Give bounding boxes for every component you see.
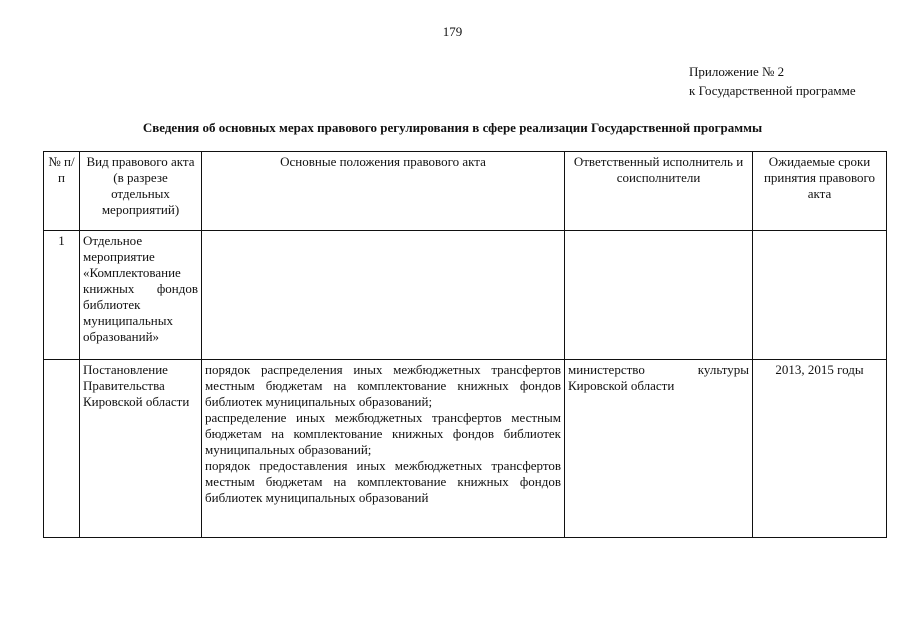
- header-number: № п/п: [44, 152, 80, 231]
- page-number: 179: [442, 24, 463, 39]
- row-provisions: [202, 360, 565, 538]
- header-act-type: Вид правового акта (в разрезе отдельных мероприятий): [80, 152, 202, 231]
- document-title: Сведения об основных мерах правового регулирования в сфере реализации Государственной программы: [142, 120, 763, 135]
- provision-item: порядок предоставления иных межбюджетных трансфертов местным бюджетам на комплектование книжных фондов библиотек муниципальных образований: [205, 458, 561, 505]
- row-act-type: Постановление Правительства Кировской области: [80, 360, 202, 538]
- appendix-line-2: к Государственной программе: [689, 83, 856, 98]
- table-header-row: [44, 152, 887, 231]
- header-executor: Ответственный исполнитель и соисполнители: [565, 152, 753, 231]
- appendix-caption: [689, 62, 856, 100]
- table-row: [44, 231, 887, 360]
- row-number: [44, 360, 80, 538]
- row-provisions: [202, 231, 565, 360]
- row-act-type: Отдельное мероприятие «Комплектование книжных фондов библиотек муниципальных образований»: [80, 231, 202, 360]
- row-executor: министерство культуры Кировской области: [565, 360, 753, 538]
- provision-item: распределение иных межбюджетных трансфертов местным бюджетам на комплектование книжных фондов библиотек муниципальных образований;: [205, 410, 561, 457]
- header-terms: Ожидаемые сроки принятия правового акта: [753, 152, 887, 231]
- legal-measures-table: [43, 151, 887, 538]
- appendix-line-1: Приложение № 2: [689, 64, 785, 79]
- provision-item: порядок распределения иных межбюджетных трансфертов местным бюджетам на комплектование книжных фондов библиотек муниципальных образований;: [205, 362, 561, 409]
- row-terms: 2013, 2015 годы: [753, 360, 887, 538]
- header-provisions: Основные положения правового акта: [202, 152, 565, 231]
- row-number: 1: [44, 231, 80, 360]
- table-row: [44, 360, 887, 538]
- row-executor: [565, 231, 753, 360]
- row-terms: [753, 231, 887, 360]
